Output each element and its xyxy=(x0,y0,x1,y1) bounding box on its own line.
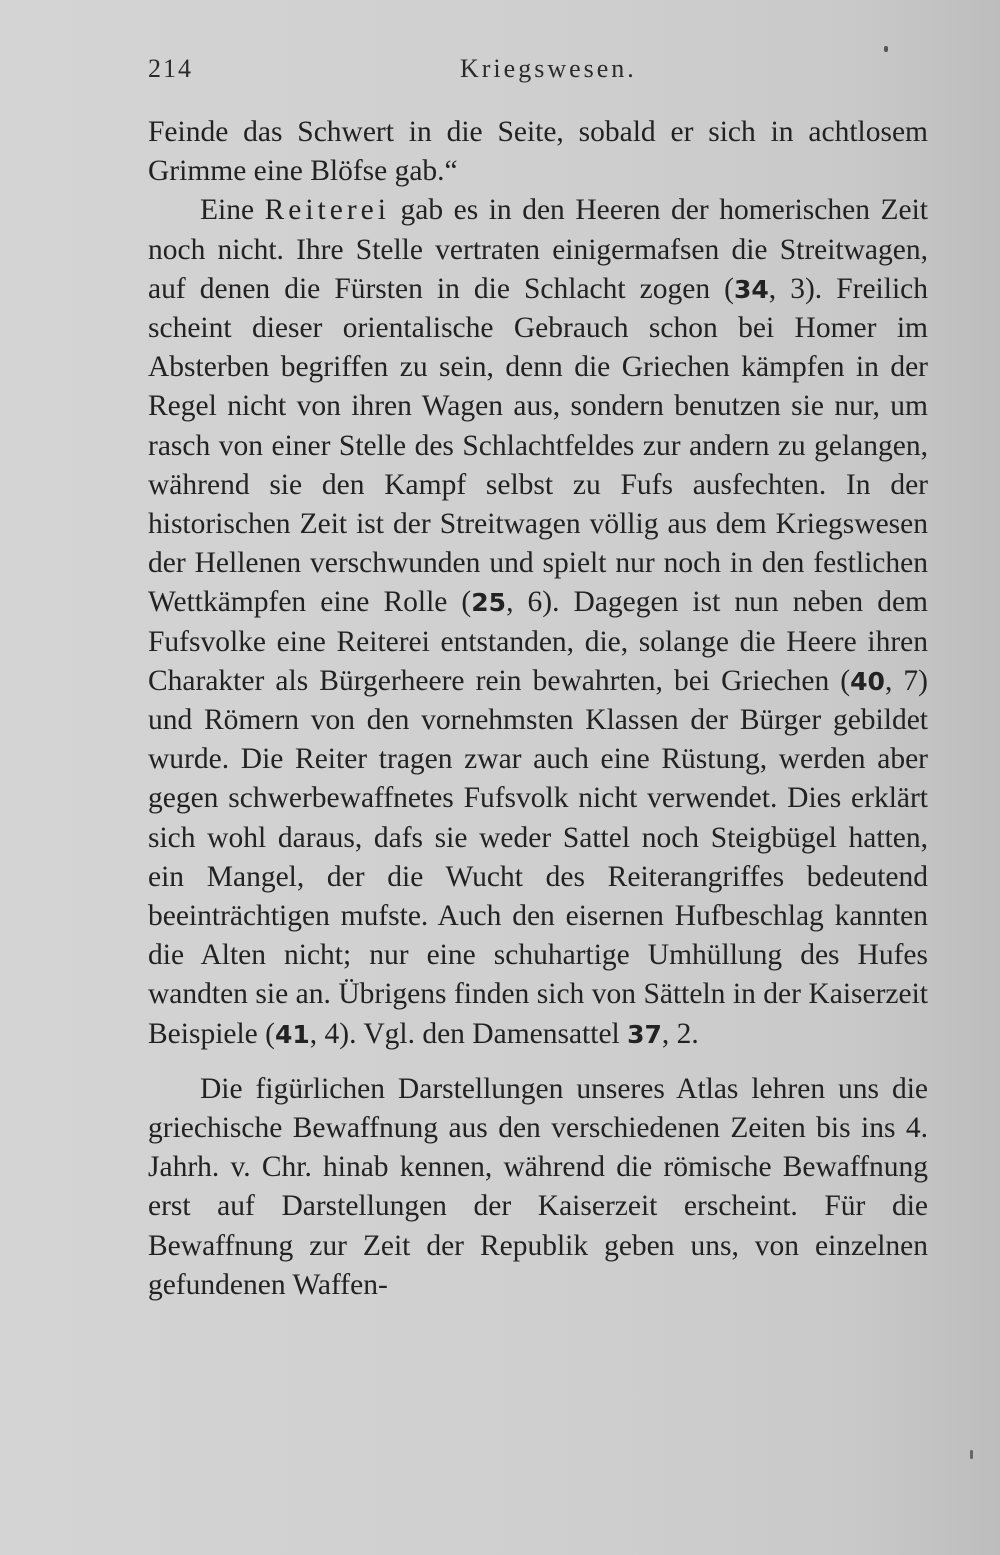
paragraph-2-text-5: , 4). Vgl. den Damensattel xyxy=(309,1017,628,1050)
paragraph-2-text-4: , 7) und Römern von den vornehmsten Klassen der Bürger gebildet wurde. Die Reiter tragen zwar auch eine Rüstung, werden aber gegen schwerbewaffnetes Fufsvolk nicht verwendet. Dies erklärt sich wohl daraus, dafs sie weder Sattel noch Steigbügel hatten, ein Mangel, der die Wucht des Reiterangriffes bedeutend beeinträchtigen mufste. Auch den eisernen Hufbeschlag kannten die Alten nicht; nur eine schuhartige Umhüllung des Hufes wandten sie an. Übrigens finden sich von Sätteln in der Kaiserzeit Beispiele ( xyxy=(148,664,928,1050)
paragraph-3 xyxy=(148,1070,928,1305)
plate-reference-37: 37 xyxy=(627,1019,662,1049)
paragraph-2-text-6: , 2. xyxy=(661,1017,699,1050)
running-title: Kriegswesen. xyxy=(460,54,637,83)
paragraph-1 xyxy=(148,113,928,191)
paragraph-2-text-3: , 6). Dagegen ist nun neben dem Fufsvolke eine Reiterei entstanden, die, solange die Heere ihren Charakter als Bürgerheere rein bewahrten, bei Griechen ( xyxy=(148,586,928,697)
paragraph-2-text-2: , 3). Freilich scheint dieser orientalische Gebrauch schon bei Homer im Absterben begriffen zu sein, denn die Griechen kämpfen in der Regel nicht von ihren Wagen aus, sondern benutzen sie nur, um rasch von einer Stelle des Schlachtfeldes zur andern zu gelangen, während sie den Kampf selbst zu Fufs ausfechten. In der historischen Zeit ist der Streitwagen völlig aus dem Kriegswesen der Hellenen verschwunden und spielt nur noch in den festlichen Wettkämpfen eine Rolle ( xyxy=(148,272,928,619)
paper-speck xyxy=(970,1450,973,1459)
page-number: 214 xyxy=(148,54,193,83)
paragraph-2 xyxy=(148,191,928,1053)
text-body xyxy=(148,113,928,1305)
running-head xyxy=(148,50,928,90)
paragraph-1-text: Feinde das Schwert in die Seite, sobald er sich in achtlosem Grimme eine Blöfse gab.“ xyxy=(148,116,928,188)
plate-reference-34: 34 xyxy=(733,274,769,304)
term-reiterei: Reiterei xyxy=(264,194,390,227)
paragraph-3-text: Die figürlichen Darstellungen unseres Atlas lehren uns die griechische Bewaffnung aus den verschiedenen Zeiten bis ins 4. Jahrh. v. Chr. hinab kennen, während die römische Bewaffnung erst auf Darstellungen der Kaiserzeit erscheint. Für die Bewaffnung zur Zeit der Republik geben uns, von einzelnen gefundenen Waffen- xyxy=(148,1072,928,1301)
paragraph-2-intro: Eine xyxy=(200,194,265,227)
plate-reference-40: 40 xyxy=(850,666,885,696)
plate-reference-25: 25 xyxy=(471,588,507,618)
plate-reference-41: 41 xyxy=(274,1019,310,1049)
paragraph-2-text-1: gab es in den Heeren der homerischen Zeit noch nicht. Ihre Stelle vertraten einigermafsen die Streitwagen, auf denen die Fürsten in die Schlacht zogen ( xyxy=(148,194,928,305)
